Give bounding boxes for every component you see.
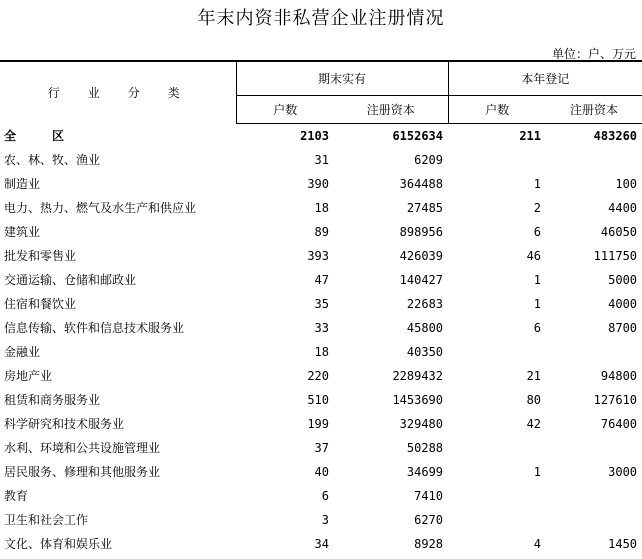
reg-households-cell [448, 484, 546, 508]
reg-households-cell: 1 [533, 464, 542, 479]
reg-households-cell: 21 [526, 368, 542, 383]
end-capital-cell: 364488 [399, 176, 444, 191]
row-name: 文化、体育和娱乐业 [4, 537, 113, 551]
end-capital-cell: 40350 [406, 344, 444, 359]
end-households-cell: 35 [314, 296, 329, 311]
reg-capital-cell: 1450 [608, 536, 638, 551]
row-name: 居民服务、修理和其他服务业 [4, 465, 161, 479]
row-name: 建筑业 [4, 225, 41, 239]
row-name: 批发和零售业 [4, 249, 77, 263]
table-row [0, 220, 642, 244]
column-header-reg-households: 户数 [448, 95, 546, 123]
end-capital-cell: 50288 [406, 440, 444, 455]
end-capital-cell: 27485 [406, 200, 444, 215]
reg-capital-cell: 4000 [608, 296, 638, 311]
reg-households-cell: 2 [533, 200, 542, 215]
end-households-cell: 18 [314, 200, 329, 215]
column-header-category: 行业分类 [0, 61, 236, 123]
table-row [0, 460, 642, 484]
table-row [0, 340, 642, 364]
table-row [0, 316, 642, 340]
reg-capital-cell: 94800 [600, 368, 638, 383]
end-households-cell: 2103 [300, 128, 329, 143]
row-name: 信息传输、软件和信息技术服务业 [4, 321, 185, 335]
end-households-cell: 510 [307, 392, 329, 407]
end-capital-cell: 1453690 [392, 392, 444, 407]
row-name: 住宿和餐饮业 [4, 297, 77, 311]
end-households-cell: 393 [307, 248, 329, 263]
row-name: 教育 [4, 489, 29, 503]
reg-capital-cell: 3000 [608, 464, 638, 479]
end-households-cell: 47 [314, 272, 329, 287]
end-capital-cell: 34699 [406, 464, 444, 479]
table-row [0, 244, 642, 268]
reg-households-cell: 1 [533, 176, 542, 191]
end-capital-cell: 426039 [399, 248, 444, 263]
table-row [0, 268, 642, 292]
end-households-cell: 199 [307, 416, 329, 431]
end-households-cell: 18 [314, 344, 329, 359]
end-households-cell: 89 [314, 224, 329, 239]
reg-capital-cell [546, 340, 642, 364]
row-name: 水利、环境和公共设施管理业 [4, 441, 161, 455]
end-capital-cell: 7410 [414, 488, 444, 503]
reg-capital-cell [546, 148, 642, 172]
column-header-end-households: 户数 [236, 95, 334, 123]
table-row [0, 388, 642, 412]
column-group-end-of-period: 期末实有 [236, 61, 448, 95]
end-capital-cell: 6152634 [392, 128, 444, 143]
end-households-cell: 33 [314, 320, 329, 335]
row-name: 电力、热力、燃气及水生产和供应业 [4, 201, 197, 215]
data-table [0, 60, 642, 556]
reg-capital-cell: 4400 [608, 200, 638, 215]
reg-capital-cell: 8700 [608, 320, 638, 335]
reg-capital-cell: 100 [615, 176, 638, 191]
end-capital-cell: 2289432 [392, 368, 444, 383]
reg-capital-cell: 46050 [600, 224, 638, 239]
row-name: 科学研究和技术服务业 [4, 417, 125, 431]
end-capital-cell: 140427 [399, 272, 444, 287]
end-capital-cell: 22683 [406, 296, 444, 311]
reg-capital-cell: 483260 [593, 128, 638, 143]
table-row [0, 508, 642, 532]
reg-households-cell: 6 [533, 224, 542, 239]
reg-capital-cell [546, 508, 642, 532]
end-capital-cell: 8928 [414, 536, 444, 551]
row-name: 房地产业 [4, 369, 53, 383]
end-capital-cell: 329480 [399, 416, 444, 431]
reg-capital-cell: 111750 [593, 248, 638, 263]
row-name: 制造业 [4, 177, 41, 191]
reg-capital-cell [546, 436, 642, 460]
end-households-cell: 390 [307, 176, 329, 191]
table-row [0, 412, 642, 436]
table-row [0, 292, 642, 316]
end-households-cell: 31 [314, 152, 329, 167]
row-name: 金融业 [4, 345, 41, 359]
table-row-total [0, 123, 642, 148]
reg-households-cell: 1 [533, 296, 542, 311]
table-row [0, 196, 642, 220]
end-capital-cell: 898956 [399, 224, 444, 239]
table-row [0, 532, 642, 556]
table-row [0, 484, 642, 508]
reg-households-cell [448, 148, 546, 172]
table-title: 年末内资非私营企业注册情况 [197, 8, 445, 29]
table-row [0, 172, 642, 196]
end-households-cell: 34 [314, 536, 329, 551]
row-name: 全区 [4, 128, 101, 143]
reg-capital-cell: 76400 [600, 416, 638, 431]
reg-capital-cell: 127610 [593, 392, 638, 407]
row-name: 农、林、牧、渔业 [4, 153, 101, 167]
reg-households-cell [448, 508, 546, 532]
reg-households-cell: 6 [533, 320, 542, 335]
end-households-cell: 37 [314, 440, 329, 455]
reg-households-cell: 211 [519, 128, 542, 143]
end-households-cell: 220 [307, 368, 329, 383]
end-capital-cell: 6270 [414, 512, 444, 527]
reg-households-cell [448, 436, 546, 460]
reg-capital-cell: 5000 [608, 272, 638, 287]
reg-households-cell [448, 340, 546, 364]
end-households-cell: 6 [321, 488, 329, 503]
end-capital-cell: 6209 [414, 152, 444, 167]
table-row [0, 364, 642, 388]
row-name: 租赁和商务服务业 [4, 393, 101, 407]
reg-households-cell: 42 [526, 416, 542, 431]
unit-label: 单位：户、万元 [551, 47, 636, 61]
reg-capital-cell [546, 484, 642, 508]
row-name: 交通运输、仓储和邮政业 [4, 273, 137, 287]
end-households-cell: 3 [321, 512, 329, 527]
column-header-reg-capital: 注册资本 [546, 95, 642, 123]
reg-households-cell: 46 [526, 248, 542, 263]
column-group-registered-this-year: 本年登记 [448, 61, 642, 95]
row-name: 卫生和社会工作 [4, 513, 89, 527]
column-header-end-capital: 注册资本 [334, 95, 448, 123]
end-households-cell: 40 [314, 464, 329, 479]
end-capital-cell: 45800 [406, 320, 444, 335]
table-row [0, 148, 642, 172]
table-row [0, 436, 642, 460]
reg-households-cell: 4 [533, 536, 542, 551]
reg-households-cell: 80 [526, 392, 542, 407]
reg-households-cell: 1 [533, 272, 542, 287]
